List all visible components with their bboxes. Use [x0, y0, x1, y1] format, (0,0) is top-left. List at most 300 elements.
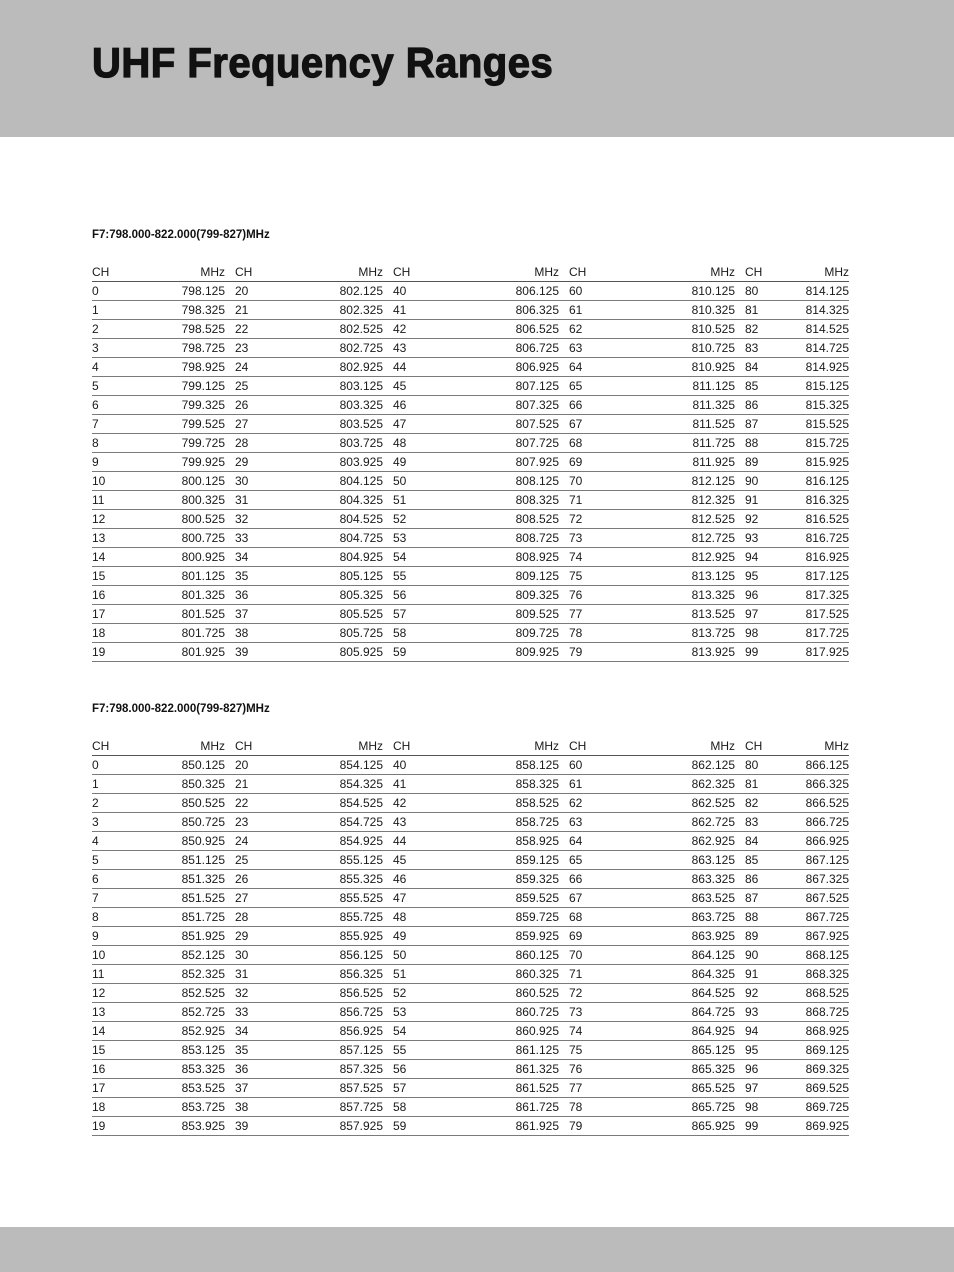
- table-row: [92, 396, 849, 415]
- frequency-cell: 856.725: [307, 1003, 393, 1022]
- frequency-cell: 800.125: [154, 472, 235, 491]
- channel-cell: 61: [569, 301, 659, 320]
- frequency-cell: 866.525: [797, 794, 849, 813]
- channel-cell: 46: [393, 870, 483, 889]
- table-row: [92, 491, 849, 510]
- frequency-table: [92, 737, 849, 1136]
- frequency-cell: 807.925: [483, 453, 569, 472]
- column-header-ch: CH: [745, 263, 797, 282]
- frequency-cell: 865.125: [659, 1041, 745, 1060]
- table-row: [92, 984, 849, 1003]
- frequency-cell: 801.125: [154, 567, 235, 586]
- frequency-cell: 810.125: [659, 282, 745, 301]
- table-row: [92, 889, 849, 908]
- channel-cell: 32: [235, 510, 307, 529]
- table-row: [92, 320, 849, 339]
- channel-cell: 92: [745, 510, 797, 529]
- frequency-cell: 865.925: [659, 1117, 745, 1136]
- frequency-cell: 854.725: [307, 813, 393, 832]
- frequency-cell: 859.525: [483, 889, 569, 908]
- frequency-cell: 806.125: [483, 282, 569, 301]
- channel-cell: 35: [235, 1041, 307, 1060]
- channel-cell: 78: [569, 624, 659, 643]
- channel-cell: 36: [235, 586, 307, 605]
- channel-cell: 93: [745, 1003, 797, 1022]
- channel-cell: 21: [235, 301, 307, 320]
- channel-cell: 6: [92, 870, 154, 889]
- table-row: [92, 851, 849, 870]
- frequency-cell: 850.125: [154, 756, 235, 775]
- channel-cell: 63: [569, 813, 659, 832]
- channel-cell: 60: [569, 756, 659, 775]
- table-row: [92, 1098, 849, 1117]
- table-row: [92, 1003, 849, 1022]
- frequency-cell: 812.325: [659, 491, 745, 510]
- channel-cell: 68: [569, 434, 659, 453]
- frequency-cell: 862.325: [659, 775, 745, 794]
- frequency-cell: 799.525: [154, 415, 235, 434]
- frequency-cell: 866.325: [797, 775, 849, 794]
- channel-cell: 41: [393, 775, 483, 794]
- table-row: [92, 870, 849, 889]
- table-row: [92, 1060, 849, 1079]
- frequency-cell: 858.325: [483, 775, 569, 794]
- table-row: [92, 548, 849, 567]
- channel-cell: 88: [745, 908, 797, 927]
- frequency-cell: 859.725: [483, 908, 569, 927]
- channel-cell: 40: [393, 756, 483, 775]
- frequency-cell: 869.525: [797, 1079, 849, 1098]
- channel-cell: 3: [92, 813, 154, 832]
- page-title: UHF Frequency Ranges: [92, 40, 554, 87]
- channel-cell: 97: [745, 605, 797, 624]
- table-row: [92, 377, 849, 396]
- channel-cell: 77: [569, 1079, 659, 1098]
- channel-cell: 4: [92, 358, 154, 377]
- channel-cell: 54: [393, 548, 483, 567]
- channel-cell: 8: [92, 908, 154, 927]
- channel-cell: 56: [393, 1060, 483, 1079]
- frequency-cell: 863.525: [659, 889, 745, 908]
- frequency-cell: 798.525: [154, 320, 235, 339]
- table-row: [92, 1041, 849, 1060]
- frequency-cell: 864.525: [659, 984, 745, 1003]
- frequency-cell: 812.525: [659, 510, 745, 529]
- frequency-cell: 860.925: [483, 1022, 569, 1041]
- column-header-ch: CH: [393, 263, 483, 282]
- channel-cell: 39: [235, 643, 307, 662]
- frequency-cell: 852.725: [154, 1003, 235, 1022]
- frequency-cell: 861.525: [483, 1079, 569, 1098]
- frequency-cell: 803.925: [307, 453, 393, 472]
- channel-cell: 88: [745, 434, 797, 453]
- frequency-cell: 867.925: [797, 927, 849, 946]
- frequency-cell: 816.325: [797, 491, 849, 510]
- channel-cell: 5: [92, 851, 154, 870]
- frequency-cell: 809.325: [483, 586, 569, 605]
- frequency-cell: 814.725: [797, 339, 849, 358]
- frequency-cell: 804.525: [307, 510, 393, 529]
- frequency-cell: 869.125: [797, 1041, 849, 1060]
- frequency-cell: 802.525: [307, 320, 393, 339]
- channel-cell: 23: [235, 813, 307, 832]
- frequency-cell: 868.525: [797, 984, 849, 1003]
- frequency-section-1: [92, 227, 849, 659]
- channel-cell: 83: [745, 339, 797, 358]
- column-header-mhz: MHz: [483, 737, 569, 756]
- frequency-cell: 804.125: [307, 472, 393, 491]
- frequency-section-2: [92, 701, 849, 1133]
- channel-cell: 17: [92, 605, 154, 624]
- frequency-cell: 803.325: [307, 396, 393, 415]
- frequency-cell: 851.325: [154, 870, 235, 889]
- channel-cell: 91: [745, 965, 797, 984]
- channel-cell: 0: [92, 756, 154, 775]
- frequency-cell: 814.125: [797, 282, 849, 301]
- channel-cell: 31: [235, 491, 307, 510]
- channel-cell: 76: [569, 586, 659, 605]
- column-header-mhz: MHz: [659, 263, 745, 282]
- column-header-mhz: MHz: [797, 737, 849, 756]
- channel-cell: 90: [745, 946, 797, 965]
- frequency-cell: 858.125: [483, 756, 569, 775]
- frequency-cell: 850.725: [154, 813, 235, 832]
- column-header-ch: CH: [92, 263, 154, 282]
- channel-cell: 25: [235, 377, 307, 396]
- channel-cell: 19: [92, 1117, 154, 1136]
- frequency-cell: 808.725: [483, 529, 569, 548]
- channel-cell: 82: [745, 320, 797, 339]
- frequency-cell: 813.525: [659, 605, 745, 624]
- frequency-cell: 852.325: [154, 965, 235, 984]
- frequency-cell: 869.725: [797, 1098, 849, 1117]
- frequency-cell: 807.525: [483, 415, 569, 434]
- channel-cell: 63: [569, 339, 659, 358]
- channel-cell: 57: [393, 605, 483, 624]
- channel-cell: 81: [745, 301, 797, 320]
- channel-cell: 97: [745, 1079, 797, 1098]
- frequency-cell: 863.325: [659, 870, 745, 889]
- frequency-cell: 853.125: [154, 1041, 235, 1060]
- frequency-cell: 811.925: [659, 453, 745, 472]
- frequency-cell: 858.525: [483, 794, 569, 813]
- frequency-cell: 861.325: [483, 1060, 569, 1079]
- table-row: [92, 756, 849, 775]
- channel-cell: 58: [393, 624, 483, 643]
- frequency-cell: 801.925: [154, 643, 235, 662]
- frequency-cell: 869.925: [797, 1117, 849, 1136]
- channel-cell: 98: [745, 1098, 797, 1117]
- channel-cell: 24: [235, 358, 307, 377]
- table-row: [92, 339, 849, 358]
- channel-cell: 50: [393, 946, 483, 965]
- channel-cell: 35: [235, 567, 307, 586]
- channel-cell: 14: [92, 1022, 154, 1041]
- channel-cell: 43: [393, 813, 483, 832]
- frequency-cell: 862.125: [659, 756, 745, 775]
- frequency-cell: 863.925: [659, 927, 745, 946]
- channel-cell: 38: [235, 624, 307, 643]
- table-row: [92, 301, 849, 320]
- footer-band: [0, 1227, 954, 1272]
- channel-cell: 45: [393, 851, 483, 870]
- channel-cell: 94: [745, 548, 797, 567]
- channel-cell: 18: [92, 624, 154, 643]
- frequency-cell: 799.925: [154, 453, 235, 472]
- frequency-cell: 814.325: [797, 301, 849, 320]
- channel-cell: 34: [235, 1022, 307, 1041]
- channel-cell: 7: [92, 415, 154, 434]
- table-row: [92, 453, 849, 472]
- frequency-cell: 859.325: [483, 870, 569, 889]
- table-row: [92, 605, 849, 624]
- channel-cell: 55: [393, 567, 483, 586]
- column-header-mhz: MHz: [797, 263, 849, 282]
- channel-cell: 52: [393, 510, 483, 529]
- channel-cell: 48: [393, 434, 483, 453]
- frequency-cell: 868.925: [797, 1022, 849, 1041]
- frequency-cell: 805.325: [307, 586, 393, 605]
- frequency-cell: 809.525: [483, 605, 569, 624]
- frequency-cell: 850.325: [154, 775, 235, 794]
- frequency-cell: 852.925: [154, 1022, 235, 1041]
- table-row: [92, 510, 849, 529]
- frequency-cell: 816.925: [797, 548, 849, 567]
- frequency-cell: 853.925: [154, 1117, 235, 1136]
- frequency-cell: 867.325: [797, 870, 849, 889]
- channel-cell: 5: [92, 377, 154, 396]
- column-header-ch: CH: [92, 737, 154, 756]
- channel-cell: 42: [393, 320, 483, 339]
- frequency-cell: 867.125: [797, 851, 849, 870]
- channel-cell: 2: [92, 794, 154, 813]
- channel-cell: 6: [92, 396, 154, 415]
- channel-cell: 33: [235, 1003, 307, 1022]
- channel-cell: 83: [745, 813, 797, 832]
- table-row: [92, 1117, 849, 1136]
- channel-cell: 13: [92, 1003, 154, 1022]
- channel-cell: 54: [393, 1022, 483, 1041]
- channel-cell: 73: [569, 1003, 659, 1022]
- frequency-cell: 855.725: [307, 908, 393, 927]
- channel-cell: 73: [569, 529, 659, 548]
- channel-cell: 12: [92, 510, 154, 529]
- frequency-cell: 853.525: [154, 1079, 235, 1098]
- frequency-cell: 865.725: [659, 1098, 745, 1117]
- frequency-cell: 799.325: [154, 396, 235, 415]
- channel-cell: 87: [745, 415, 797, 434]
- frequency-cell: 809.125: [483, 567, 569, 586]
- frequency-cell: 858.725: [483, 813, 569, 832]
- frequency-cell: 864.325: [659, 965, 745, 984]
- channel-cell: 75: [569, 567, 659, 586]
- channel-cell: 77: [569, 605, 659, 624]
- frequency-cell: 862.725: [659, 813, 745, 832]
- channel-cell: 70: [569, 946, 659, 965]
- frequency-cell: 807.325: [483, 396, 569, 415]
- frequency-cell: 804.325: [307, 491, 393, 510]
- frequency-cell: 868.325: [797, 965, 849, 984]
- table-row: [92, 1022, 849, 1041]
- channel-cell: 10: [92, 946, 154, 965]
- table-row: [92, 965, 849, 984]
- channel-cell: 36: [235, 1060, 307, 1079]
- frequency-cell: 807.125: [483, 377, 569, 396]
- frequency-cell: 862.525: [659, 794, 745, 813]
- frequency-cell: 854.325: [307, 775, 393, 794]
- channel-cell: 78: [569, 1098, 659, 1117]
- frequency-cell: 799.125: [154, 377, 235, 396]
- frequency-cell: 807.725: [483, 434, 569, 453]
- frequency-cell: 864.925: [659, 1022, 745, 1041]
- channel-cell: 24: [235, 832, 307, 851]
- frequency-cell: 861.125: [483, 1041, 569, 1060]
- table-row: [92, 908, 849, 927]
- frequency-cell: 802.125: [307, 282, 393, 301]
- channel-cell: 44: [393, 832, 483, 851]
- frequency-cell: 802.325: [307, 301, 393, 320]
- frequency-cell: 798.325: [154, 301, 235, 320]
- channel-cell: 16: [92, 1060, 154, 1079]
- frequency-cell: 808.925: [483, 548, 569, 567]
- column-header-mhz: MHz: [307, 263, 393, 282]
- channel-cell: 41: [393, 301, 483, 320]
- channel-cell: 44: [393, 358, 483, 377]
- channel-cell: 11: [92, 491, 154, 510]
- table-row: [92, 624, 849, 643]
- frequency-cell: 817.725: [797, 624, 849, 643]
- frequency-cell: 816.125: [797, 472, 849, 491]
- column-header-mhz: MHz: [659, 737, 745, 756]
- frequency-cell: 858.925: [483, 832, 569, 851]
- frequency-cell: 815.525: [797, 415, 849, 434]
- frequency-cell: 817.325: [797, 586, 849, 605]
- channel-cell: 19: [92, 643, 154, 662]
- frequency-cell: 852.525: [154, 984, 235, 1003]
- channel-cell: 82: [745, 794, 797, 813]
- frequency-cell: 854.525: [307, 794, 393, 813]
- frequency-cell: 813.325: [659, 586, 745, 605]
- channel-cell: 96: [745, 1060, 797, 1079]
- frequency-cell: 811.325: [659, 396, 745, 415]
- frequency-cell: 860.525: [483, 984, 569, 1003]
- frequency-cell: 851.525: [154, 889, 235, 908]
- frequency-cell: 801.525: [154, 605, 235, 624]
- channel-cell: 11: [92, 965, 154, 984]
- frequency-cell: 863.725: [659, 908, 745, 927]
- channel-cell: 25: [235, 851, 307, 870]
- channel-cell: 65: [569, 851, 659, 870]
- channel-cell: 62: [569, 320, 659, 339]
- column-header-mhz: MHz: [307, 737, 393, 756]
- channel-cell: 65: [569, 377, 659, 396]
- frequency-cell: 855.925: [307, 927, 393, 946]
- section-title: F7:798.000-822.000(799-827)MHz: [92, 229, 270, 241]
- channel-cell: 8: [92, 434, 154, 453]
- table-header-row: [92, 737, 849, 756]
- channel-cell: 74: [569, 548, 659, 567]
- frequency-cell: 811.525: [659, 415, 745, 434]
- frequency-cell: 802.725: [307, 339, 393, 358]
- frequency-cell: 803.125: [307, 377, 393, 396]
- frequency-cell: 805.925: [307, 643, 393, 662]
- frequency-cell: 804.925: [307, 548, 393, 567]
- column-header-mhz: MHz: [154, 737, 235, 756]
- channel-cell: 15: [92, 567, 154, 586]
- channel-cell: 57: [393, 1079, 483, 1098]
- frequency-cell: 868.725: [797, 1003, 849, 1022]
- channel-cell: 61: [569, 775, 659, 794]
- channel-cell: 71: [569, 965, 659, 984]
- frequency-cell: 853.325: [154, 1060, 235, 1079]
- table-row: [92, 472, 849, 491]
- channel-cell: 89: [745, 927, 797, 946]
- channel-cell: 21: [235, 775, 307, 794]
- channel-cell: 75: [569, 1041, 659, 1060]
- channel-cell: 64: [569, 832, 659, 851]
- channel-cell: 55: [393, 1041, 483, 1060]
- frequency-cell: 811.125: [659, 377, 745, 396]
- column-header-ch: CH: [235, 263, 307, 282]
- channel-cell: 12: [92, 984, 154, 1003]
- channel-cell: 47: [393, 889, 483, 908]
- channel-cell: 1: [92, 775, 154, 794]
- channel-cell: 20: [235, 756, 307, 775]
- frequency-cell: 805.725: [307, 624, 393, 643]
- channel-cell: 50: [393, 472, 483, 491]
- channel-cell: 53: [393, 529, 483, 548]
- frequency-cell: 808.525: [483, 510, 569, 529]
- frequency-cell: 817.125: [797, 567, 849, 586]
- frequency-cell: 864.725: [659, 1003, 745, 1022]
- channel-cell: 66: [569, 396, 659, 415]
- table-row: [92, 529, 849, 548]
- channel-cell: 30: [235, 946, 307, 965]
- frequency-cell: 805.125: [307, 567, 393, 586]
- channel-cell: 40: [393, 282, 483, 301]
- frequency-cell: 798.725: [154, 339, 235, 358]
- channel-cell: 60: [569, 282, 659, 301]
- frequency-cell: 803.525: [307, 415, 393, 434]
- table-row: [92, 434, 849, 453]
- frequency-cell: 798.125: [154, 282, 235, 301]
- frequency-cell: 806.525: [483, 320, 569, 339]
- frequency-cell: 856.325: [307, 965, 393, 984]
- frequency-cell: 863.125: [659, 851, 745, 870]
- channel-cell: 56: [393, 586, 483, 605]
- channel-cell: 4: [92, 832, 154, 851]
- frequency-cell: 814.525: [797, 320, 849, 339]
- channel-cell: 99: [745, 643, 797, 662]
- channel-cell: 81: [745, 775, 797, 794]
- frequency-cell: 812.725: [659, 529, 745, 548]
- frequency-cell: 862.925: [659, 832, 745, 851]
- frequency-cell: 816.725: [797, 529, 849, 548]
- channel-cell: 67: [569, 415, 659, 434]
- channel-cell: 26: [235, 870, 307, 889]
- channel-cell: 76: [569, 1060, 659, 1079]
- channel-cell: 28: [235, 434, 307, 453]
- frequency-cell: 801.725: [154, 624, 235, 643]
- frequency-cell: 860.325: [483, 965, 569, 984]
- frequency-cell: 817.525: [797, 605, 849, 624]
- channel-cell: 3: [92, 339, 154, 358]
- channel-cell: 39: [235, 1117, 307, 1136]
- channel-cell: 7: [92, 889, 154, 908]
- channel-cell: 2: [92, 320, 154, 339]
- frequency-cell: 853.725: [154, 1098, 235, 1117]
- channel-cell: 85: [745, 377, 797, 396]
